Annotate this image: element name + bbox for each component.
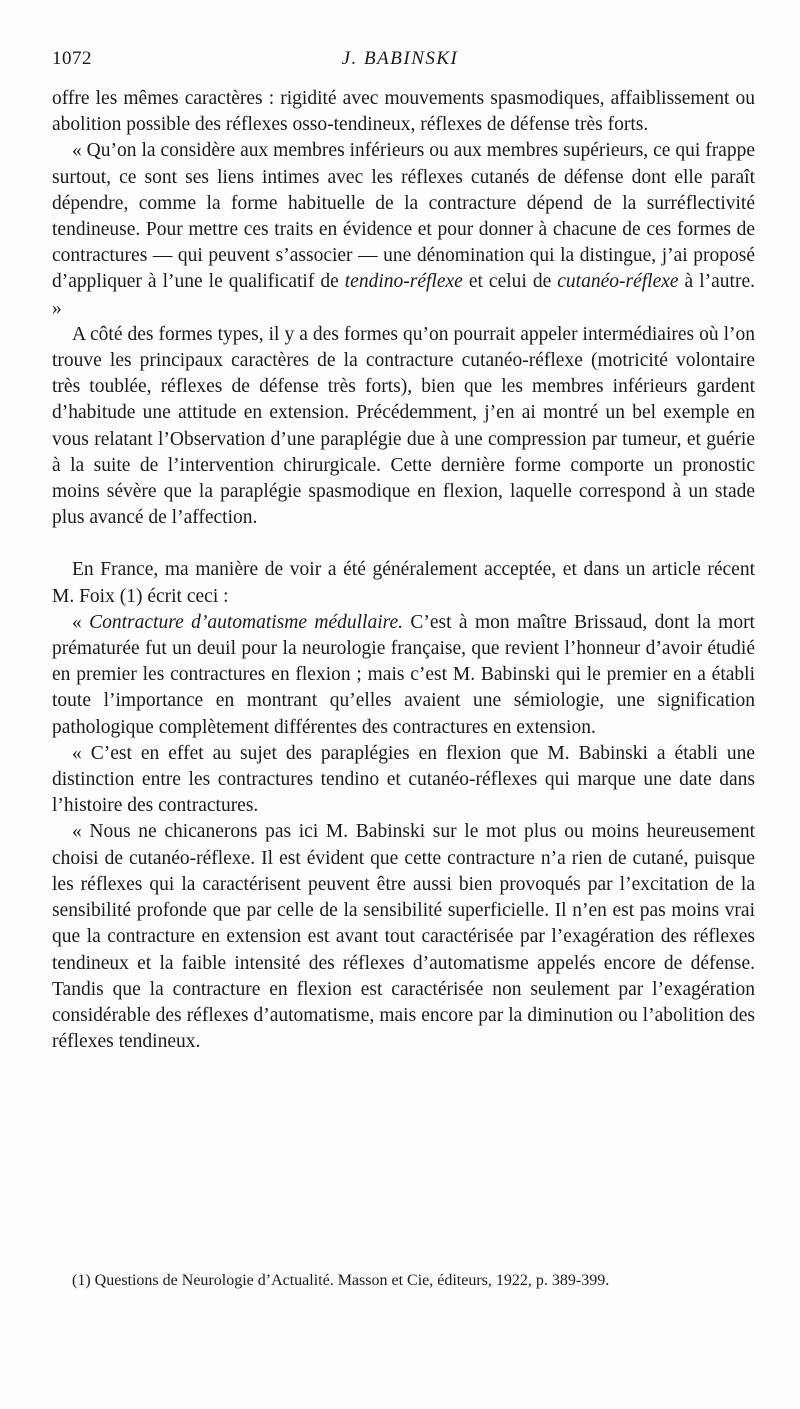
running-head: J. BABINSKI xyxy=(341,48,459,69)
paragraph-5-text: C’est à mon maître Brissaud, dont la mort prématurée fut un deuil pour la neurologie française, que revient l’honneur d’avoir étudié en premier les contractures en flexion ; mais c’est M. Babinski qui le premier en a établi toute l’importance en montrant qu’elles avaient une sémiologie, une signification pathologique complètement différentes des contractures en extension. xyxy=(52,611,755,738)
quoted-title: Contracture d’automatisme médullaire. xyxy=(89,611,404,633)
paragraph-2-text: « Qu’on la considère aux membres inférieurs ou aux membres supérieurs, ce qui frappe surtout, ce sont ses liens intimes avec les réflexes cutanés de défense dont elle paraît dépendre, comme la forme habituelle de la contracture dépend de la surréflectivité tendineuse. Pour mettre ces traits en évidence et pour donner à chacune de ces formes de contractures — qui peuvent s’associer — une dénomination qui la distingue, j’ai proposé d’appliquer à l’une le qualificatif de xyxy=(52,140,755,293)
term-tendino-reflexe: tendino-réflexe xyxy=(344,271,463,293)
paragraph-5 xyxy=(52,610,755,741)
paragraph-1: offre les mêmes caractères : rigidité avec mouvements spasmodiques, affaiblissement ou abolition possible des réflexes osso-tendineux, réflexes de défense très forts. xyxy=(52,88,755,136)
paragraph-2-mid: et celui de xyxy=(462,271,558,293)
term-cutaneo-reflexe: cutanéo-réflexe xyxy=(557,271,679,293)
paragraph-5-open: « xyxy=(72,611,90,633)
page-header xyxy=(52,48,748,74)
paragraph-3: A côté des formes types, il y a des formes qu’on pourrait appeler intermédiaires où l’on trouve les principaux caractères de la contracture cutanéo-réflexe (motricité volontaire très toublée, réflexes de défense très forts), bien que les membres inférieurs gardent d’habitude une attitude en extension. Précédemment, j’en ai montré un bel exemple en vous relatant l’Observation d’une paraplégie due à une compression par tumeur, et guérie à la suite de l’intervention chirurgicale. Cette dernière forme comporte un pronostic moins sévère que la paraplégie spasmodique en flexion, laquelle correspond à un stade plus avancé de l’affection. xyxy=(52,323,755,529)
footnote: (1) Questions de Neurologie d’Actualité. Masson et Cie, éditeurs, 1922, p. 389-399. xyxy=(72,1272,610,1289)
paragraph-7: « Nous ne chicanerons pas ici M. Babinski sur le mot plus ou moins heureusement choisi de cutanéo-réflexe. Il est évident que cette contracture n’a rien de cutané, puisque les réflexes qui la caractérisent peuvent être aussi bien provoqués par l’excitation de la sensibilité profonde que par celle de la sensibilité superficielle. Il n’en est pas moins vrai que la contracture en extension est avant tout caractérisée par l’exagération des réflexes tendineux et la faible intensité des réflexes d’automatisme appelés encore de défense. Tandis que la contracture en flexion est caractérisée non seulement par l’exagération considérable des réflexes d’automatisme, mais encore par la diminution ou l’abolition des réflexes tendineux. xyxy=(52,821,755,1053)
paragraph-2-end: à l’autre. » xyxy=(52,271,755,319)
body-text xyxy=(52,86,755,1055)
page-number: 1072 xyxy=(52,48,92,69)
paragraph-6: « C’est en effet au sujet des paraplégies en flexion que M. Babinski a établi une distinction entre les contractures tendino et cutanéo-réflexes qui marque une date dans l’histoire des contractures. xyxy=(52,742,755,817)
paragraph-2 xyxy=(52,138,755,321)
paragraph-4: En France, ma manière de voir a été généralement acceptée, et dans un article récent M. Foix (1) écrit ceci : xyxy=(52,559,755,607)
